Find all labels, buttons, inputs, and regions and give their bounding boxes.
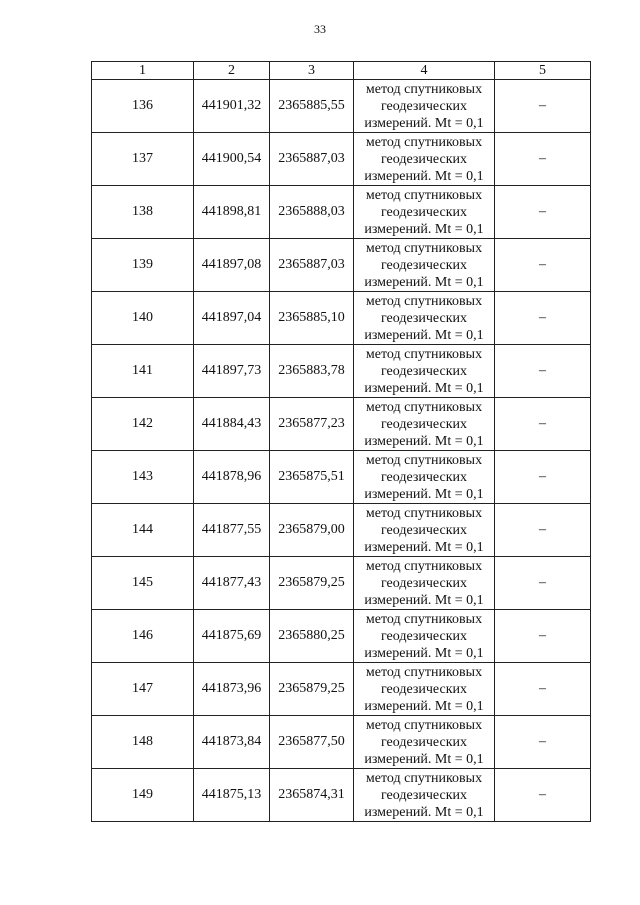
method-line: геодезических <box>380 257 467 273</box>
point-number-cell: 136 <box>92 80 194 133</box>
method-line: метод спутниковых <box>365 293 483 309</box>
method-cell <box>354 716 495 769</box>
accuracy-dash-cell: – <box>495 345 591 398</box>
x-coordinate-cell: 441901,32 <box>194 80 270 133</box>
method-cell <box>354 133 495 186</box>
method-cell <box>354 398 495 451</box>
y-coordinate-cell: 2365875,51 <box>270 451 354 504</box>
y-coordinate-cell: 2365877,50 <box>270 716 354 769</box>
method-line: геодезических <box>380 787 467 803</box>
x-coordinate-cell: 441875,13 <box>194 769 270 822</box>
method-line: измерений. Mt = 0,1 <box>364 274 484 290</box>
method-line: геодезических <box>380 469 467 485</box>
header-col-5: 5 <box>495 62 591 80</box>
x-coordinate-cell: 441900,54 <box>194 133 270 186</box>
accuracy-dash-cell: – <box>495 557 591 610</box>
method-line: геодезических <box>380 98 467 114</box>
table-row <box>92 186 591 239</box>
accuracy-dash-cell: – <box>495 504 591 557</box>
method-cell <box>354 239 495 292</box>
table-row <box>92 663 591 716</box>
point-number-cell: 139 <box>92 239 194 292</box>
accuracy-dash-cell: – <box>495 716 591 769</box>
method-cell <box>354 451 495 504</box>
header-col-4: 4 <box>354 62 495 80</box>
accuracy-dash-cell: – <box>495 292 591 345</box>
point-number-cell: 147 <box>92 663 194 716</box>
method-line: геодезических <box>380 416 467 432</box>
accuracy-dash-cell: – <box>495 610 591 663</box>
method-line: измерений. Mt = 0,1 <box>364 221 484 237</box>
y-coordinate-cell: 2365888,03 <box>270 186 354 239</box>
point-number-cell: 149 <box>92 769 194 822</box>
table-row <box>92 345 591 398</box>
method-line: метод спутниковых <box>365 240 483 256</box>
point-number-cell: 145 <box>92 557 194 610</box>
x-coordinate-cell: 441897,04 <box>194 292 270 345</box>
method-line: метод спутниковых <box>365 187 483 203</box>
table-row <box>92 398 591 451</box>
x-coordinate-cell: 441877,55 <box>194 504 270 557</box>
point-number-cell: 146 <box>92 610 194 663</box>
header-col-1: 1 <box>92 62 194 80</box>
y-coordinate-cell: 2365887,03 <box>270 239 354 292</box>
method-line: измерений. Mt = 0,1 <box>364 804 484 820</box>
point-number-cell: 142 <box>92 398 194 451</box>
method-line: измерений. Mt = 0,1 <box>364 168 484 184</box>
x-coordinate-cell: 441897,08 <box>194 239 270 292</box>
point-number-cell: 143 <box>92 451 194 504</box>
method-line: измерений. Mt = 0,1 <box>364 592 484 608</box>
method-cell <box>354 557 495 610</box>
method-line: измерений. Mt = 0,1 <box>364 645 484 661</box>
accuracy-dash-cell: – <box>495 80 591 133</box>
table-row <box>92 504 591 557</box>
method-line: метод спутниковых <box>365 399 483 415</box>
y-coordinate-cell: 2365874,31 <box>270 769 354 822</box>
accuracy-dash-cell: – <box>495 769 591 822</box>
y-coordinate-cell: 2365885,10 <box>270 292 354 345</box>
point-number-cell: 137 <box>92 133 194 186</box>
method-line: геодезических <box>380 151 467 167</box>
method-line: метод спутниковых <box>365 346 483 362</box>
point-number-cell: 138 <box>92 186 194 239</box>
method-line: метод спутниковых <box>365 664 483 680</box>
method-line: измерений. Mt = 0,1 <box>364 433 484 449</box>
method-line: геодезических <box>380 734 467 750</box>
page-number: 33 <box>314 22 326 36</box>
method-line: измерений. Mt = 0,1 <box>364 486 484 502</box>
method-line: метод спутниковых <box>365 770 483 786</box>
accuracy-dash-cell: – <box>495 239 591 292</box>
accuracy-dash-cell: – <box>495 451 591 504</box>
table-row <box>92 133 591 186</box>
header-col-2: 2 <box>194 62 270 80</box>
table-body <box>92 80 591 822</box>
table-row <box>92 610 591 663</box>
table-row <box>92 451 591 504</box>
method-line: метод спутниковых <box>365 717 483 733</box>
table-row <box>92 292 591 345</box>
method-cell <box>354 610 495 663</box>
method-line: метод спутниковых <box>365 452 483 468</box>
y-coordinate-cell: 2365887,03 <box>270 133 354 186</box>
method-line: геодезических <box>380 522 467 538</box>
method-cell <box>354 345 495 398</box>
point-number-cell: 141 <box>92 345 194 398</box>
table-header-row <box>92 62 591 80</box>
y-coordinate-cell: 2365879,00 <box>270 504 354 557</box>
method-cell <box>354 663 495 716</box>
x-coordinate-cell: 441873,84 <box>194 716 270 769</box>
coordinates-table <box>91 61 591 822</box>
accuracy-dash-cell: – <box>495 398 591 451</box>
table-row <box>92 769 591 822</box>
method-line: метод спутниковых <box>365 81 483 97</box>
x-coordinate-cell: 441897,73 <box>194 345 270 398</box>
point-number-cell: 148 <box>92 716 194 769</box>
y-coordinate-cell: 2365879,25 <box>270 663 354 716</box>
table-row <box>92 557 591 610</box>
method-line: метод спутниковых <box>365 611 483 627</box>
method-line: метод спутниковых <box>365 558 483 574</box>
table-row <box>92 716 591 769</box>
x-coordinate-cell: 441884,43 <box>194 398 270 451</box>
method-line: измерений. Mt = 0,1 <box>364 327 484 343</box>
method-cell <box>354 504 495 557</box>
method-line: геодезических <box>380 628 467 644</box>
method-line: измерений. Mt = 0,1 <box>364 539 484 555</box>
table-row <box>92 239 591 292</box>
method-line: геодезических <box>380 575 467 591</box>
x-coordinate-cell: 441875,69 <box>194 610 270 663</box>
accuracy-dash-cell: – <box>495 186 591 239</box>
method-line: измерений. Mt = 0,1 <box>364 380 484 396</box>
y-coordinate-cell: 2365883,78 <box>270 345 354 398</box>
table-row <box>92 80 591 133</box>
x-coordinate-cell: 441878,96 <box>194 451 270 504</box>
y-coordinate-cell: 2365877,23 <box>270 398 354 451</box>
method-cell <box>354 186 495 239</box>
accuracy-dash-cell: – <box>495 663 591 716</box>
x-coordinate-cell: 441898,81 <box>194 186 270 239</box>
method-line: геодезических <box>380 363 467 379</box>
y-coordinate-cell: 2365879,25 <box>270 557 354 610</box>
method-line: метод спутниковых <box>365 134 483 150</box>
point-number-cell: 144 <box>92 504 194 557</box>
point-number-cell: 140 <box>92 292 194 345</box>
method-line: измерений. Mt = 0,1 <box>364 115 484 131</box>
method-cell <box>354 80 495 133</box>
method-cell <box>354 292 495 345</box>
header-col-3: 3 <box>270 62 354 80</box>
method-line: геодезических <box>380 681 467 697</box>
method-line: геодезических <box>380 310 467 326</box>
method-line: геодезических <box>380 204 467 220</box>
method-line: метод спутниковых <box>365 505 483 521</box>
x-coordinate-cell: 441877,43 <box>194 557 270 610</box>
y-coordinate-cell: 2365885,55 <box>270 80 354 133</box>
method-cell <box>354 769 495 822</box>
y-coordinate-cell: 2365880,25 <box>270 610 354 663</box>
method-line: измерений. Mt = 0,1 <box>364 698 484 714</box>
method-line: измерений. Mt = 0,1 <box>364 751 484 767</box>
x-coordinate-cell: 441873,96 <box>194 663 270 716</box>
accuracy-dash-cell: – <box>495 133 591 186</box>
